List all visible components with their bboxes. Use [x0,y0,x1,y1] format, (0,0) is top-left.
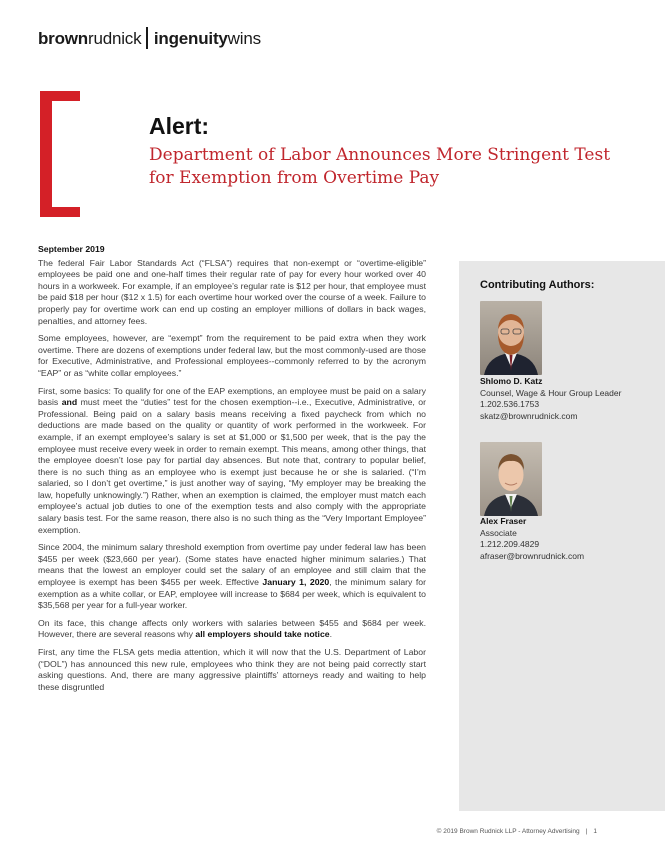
logo-tag-light: wins [227,29,261,48]
paragraph-3: First, some basics: To qualify for one of the EAP exemptions, an employee must be paid on a salary basis and must meet the “duties” test for the chosen exemption--i.e., Executive, Administrative, or Professional. Being paid on a salary basis means receiving a fixed paycheck from which no deductions are made based on the quality or quantity of work performed in the workweek. For example, if an exempt employee’s salary is set at $1,000 or $1,500 per week, that is the pay the employee must receive every week in order to remain exempt. This means, among other things, that the employee doesn’t lose pay for partial day absences. But note that, contrary to popular belief, there is no such thing as an employee who is exempt just because he or she is salaried. (“I’m salaried, so I don’t get overtime,” is just another way of saying, “My employer may be breaking the law, hopefully unknowingly.”) Rather, when an exemption is claimed, the employer must match each employee’s actual job duties to one of the exemption tests and also comply with the appropriate salary basis test. For the same reason, there also is no such thing as the “Very Important Employee” exemption. [38,385,426,535]
brand-logo [38,27,261,49]
alert-label: Alert: [149,113,210,139]
author-name: Shlomo D. Katz [480,376,543,386]
emphasis-employers: all employers should take notice [195,629,330,640]
paragraph-4: Since 2004, the minimum salary threshold exemption from overtime pay under federal law has been $455 per week ($23,660 per year). (Some states have enacted higher minimum salaries.) That means that the lowest an employer could set the salary of an employee and still claim that the employee is exempt has been $455 per week. Effective January 1, 2020, the minimum salary for exemption as a white collar, or EAP, employee will increase to $684 per week, which is equivalent to $35,568 per year for a full-year worker. [38,542,426,611]
author-phone[interactable]: 1.202.536.1753 [480,399,540,409]
author-photo-fraser [480,442,542,516]
author-card-katz [480,376,660,422]
logo-tag-bold: ingenuity [153,29,228,48]
author-card-fraser [480,516,660,562]
article-date: September 2019 [38,244,105,254]
author-title: Associate [480,527,517,538]
author-title: Counsel, Wage & Hour Group Leader [480,387,622,398]
page-number: 1 [593,828,597,835]
page-footer [437,828,597,835]
footer-divider: | [585,828,588,835]
author-email[interactable]: skatz@brownrudnick.com [480,410,578,421]
article-body [38,244,426,699]
headline: Department of Labor Announces More Stringent Test for Exemption from Overtime Pay [149,145,611,188]
author-name: Alex Fraser [480,516,527,526]
footer-copyright: © 2019 Brown Rudnick LLP - Attorney Advertising [436,828,580,835]
author-photo-katz [480,301,542,375]
red-bracket-decoration [40,91,52,217]
author-phone[interactable]: 1.212.209.4829 [480,539,540,549]
emphasis-and: and [61,397,78,408]
emphasis-date: January 1, 2020 [262,577,330,588]
paragraph-2: Some employees, however, are “exempt” from the requirement to be paid extra when they work overtime. There are dozens of exemptions under federal law, but the most commonly-used are those for Executive, Administrative, and Professional employees--commonly referred to by the acronym “EAP” or as “white collar employees.” [38,333,426,378]
paragraph-1: The federal Fair Labor Standards Act (“FLSA”) requires that non-exempt or “overtime-eligible” employees be paid one and one-half times their regular rate of pay for every hour worked over 40 hours in a workweek. For example, if an employee’s regular rate is $12 per hour, that employee must be paid $18 per hour ($12 x 1.5) for each overtime hour worked over the course of a week. Failure to properly pay for overtime work can end up costing an employer millions of dollars in back wages, penalties, and attorney fees. [38,257,426,326]
paragraph-6: First, any time the FLSA gets media attention, which it will now that the U.S. Department of Labor (“DOL”) has announced this new rule, employees who think they are not being paid correctly start asking questions. And, there are many aggressive plaintiffs’ attorneys ready and waiting to help these disgruntled [38,647,426,692]
author-email[interactable]: afraser@brownrudnick.com [480,550,585,561]
paragraph-5: On its face, this change affects only workers with salaries between $455 and $684 per week. However, there are several reasons why all employers should take notice. [38,617,426,640]
contributing-authors-sidebar [459,261,665,811]
logo-divider [146,27,148,49]
logo-brand-bold: brown [38,29,88,48]
logo-brand-light: rudnick [88,29,142,48]
sidebar-title: Contributing Authors: [480,279,595,291]
